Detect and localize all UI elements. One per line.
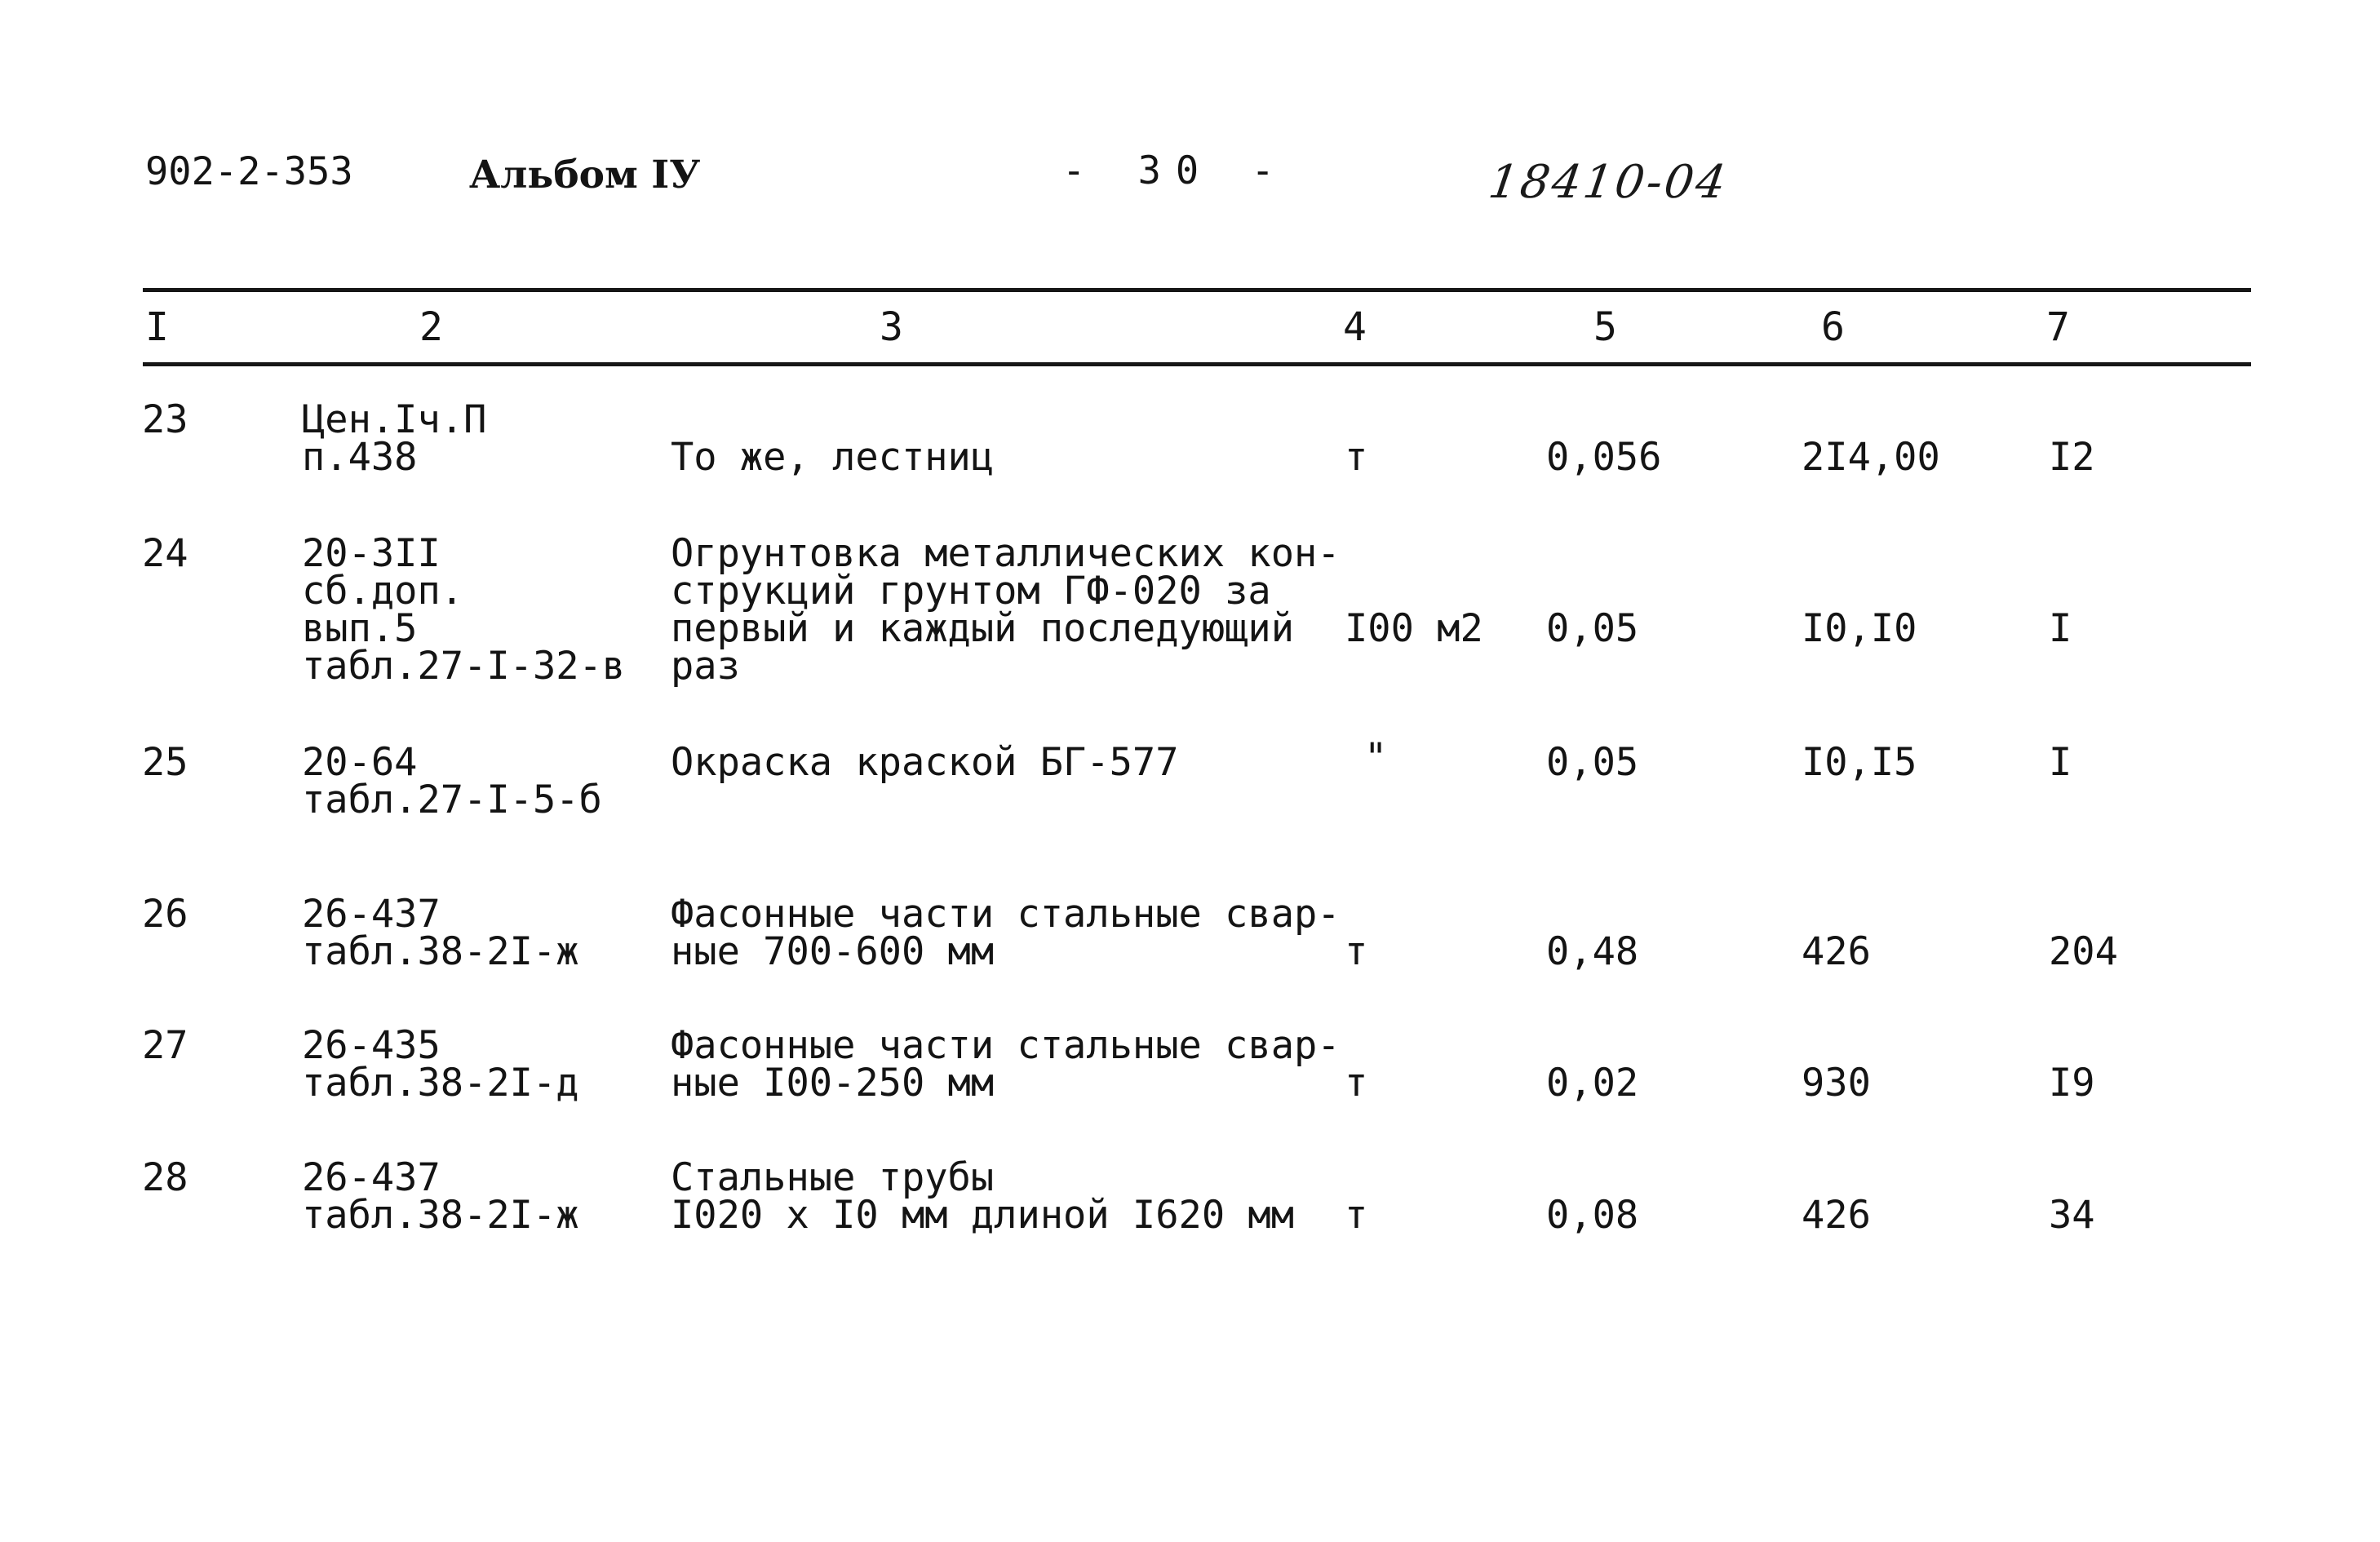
unit-price: 426 (1802, 1193, 1871, 1238)
work-description: Стальные трубы I020 х I0 мм длиной I620 мм (671, 1155, 1295, 1238)
unit-price: I0,I5 (1802, 740, 1917, 785)
total-cost: I2 (2049, 435, 2095, 480)
total-cost: I9 (2049, 1061, 2095, 1106)
total-cost: 204 (2049, 929, 2118, 974)
quantity: 0,02 (1546, 1061, 1639, 1106)
row-number: 27 (142, 1023, 188, 1068)
unit: т (1345, 1061, 1368, 1106)
unit: I00 м2 (1345, 606, 1483, 651)
work-description: Фасонные части стальные свар- ные I00-250 мм (671, 1023, 1341, 1106)
column-heading-7: 7 (2046, 304, 2070, 350)
total-cost: I (2049, 606, 2072, 651)
table-top-rule (143, 288, 2251, 292)
quantity: 0,056 (1546, 435, 1662, 480)
column-heading-5: 5 (1593, 304, 1617, 350)
page-number: - 30 - (1062, 148, 1289, 193)
document-code: 902-2-353 (145, 149, 353, 194)
handwritten-number: 18410-04 (1485, 156, 1731, 209)
unit: т (1345, 929, 1368, 974)
norm-reference: 26-435 табл.38-2I-д (302, 1023, 579, 1106)
album-label: Альбом IУ (469, 153, 701, 197)
quantity: 0,05 (1546, 740, 1639, 785)
column-heading-2: 2 (419, 304, 443, 350)
row-number: 24 (142, 531, 188, 576)
norm-reference: 20-3II сб.доп. вып.5 табл.27-I-32-в (302, 531, 626, 689)
unit: т (1345, 1193, 1368, 1238)
row-number: 25 (142, 740, 188, 785)
unit-price: 2I4,00 (1802, 435, 1940, 480)
norm-reference: 20-64 табл.27-I-5-б (302, 740, 602, 822)
total-cost: I (2049, 740, 2072, 785)
work-description: Фасонные части стальные свар- ные 700-600 мм (671, 892, 1341, 974)
norm-reference: Цен.Iч.П п.438 (302, 397, 487, 480)
quantity: 0,05 (1546, 606, 1639, 651)
quantity: 0,48 (1546, 929, 1639, 974)
row-number: 26 (142, 892, 188, 937)
norm-reference: 26-437 табл.38-2I-ж (302, 892, 579, 974)
work-description: Огрунтовка металлических кон- струкций грунтом ГФ-020 за первый и каждый последующий раз (671, 531, 1341, 689)
quantity: 0,08 (1546, 1193, 1639, 1238)
column-heading-6: 6 (1821, 304, 1845, 350)
unit-price: 930 (1802, 1061, 1871, 1106)
work-description: То же, лестниц (671, 435, 995, 480)
table-header-rule (143, 362, 2251, 366)
column-heading-3: 3 (880, 304, 903, 350)
norm-reference: 26-437 табл.38-2I-ж (302, 1155, 579, 1238)
row-number: 23 (142, 397, 188, 442)
column-heading-4: 4 (1343, 304, 1367, 350)
column-heading-1: I (145, 304, 169, 350)
total-cost: 34 (2049, 1193, 2095, 1238)
unit: т (1345, 435, 1368, 480)
unit: " (1364, 735, 1388, 780)
work-description: Окраска краской БГ-577 (671, 740, 1179, 785)
row-number: 28 (142, 1155, 188, 1200)
unit-price: 426 (1802, 929, 1871, 974)
unit-price: I0,I0 (1802, 606, 1917, 651)
